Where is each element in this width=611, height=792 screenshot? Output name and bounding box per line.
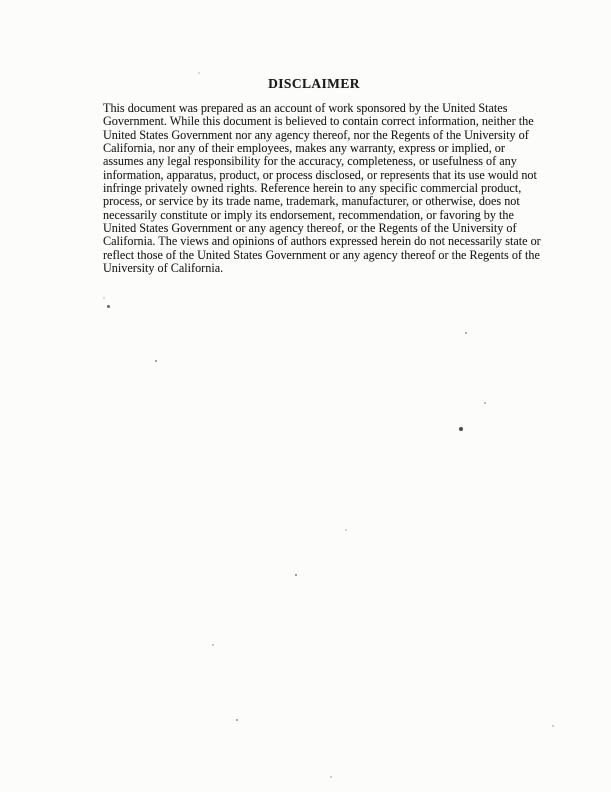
paragraph-line: reflect those of the United States Government or any agency thereof or the Regents of the [103,247,540,262]
scan-speck [465,332,467,334]
scan-speck [103,297,105,299]
disclaimer-title: DISCLAIMER [268,76,360,91]
paragraph-line: necessarily constitute or imply its endorsement, recommendation, or favoring by the [103,207,514,222]
scan-speck [236,719,238,721]
paragraph-line: University of California. [103,261,224,276]
scan-speck [459,427,463,431]
paragraph-line: United States Government or any agency thereof, or the Regents of the University of [103,221,517,236]
disclaimer-paragraph [103,102,543,275]
scan-speck [345,529,347,531]
scan-speck [107,305,110,308]
scan-speck [212,644,214,646]
paragraph-line: United States Government nor any agency thereof, nor the Regents of the University of [103,127,529,142]
paragraph-line: assumes any legal responsibility for the accuracy, completeness, or usefulness of any [103,154,517,169]
paragraph-line: California, nor any of their employees, makes any warranty, express or implied, or [103,141,505,156]
paragraph-line: infringe privately owned rights. Reference herein to any specific commercial product, [103,181,522,196]
scan-speck [330,776,332,778]
paragraph-line: This document was prepared as an account of work sponsored by the United States [103,101,508,115]
scan-speck [198,72,200,74]
scan-speck [484,402,486,404]
scan-speck [552,725,554,727]
paragraph-line: process, or service by its trade name, trademark, manufacturer, or otherwise, does not [103,194,520,209]
paragraph-line: Government. While this document is believed to contain correct information, neither the [103,114,534,129]
paragraph-line: information, apparatus, product, or process disclosed, or represents that its use would not [103,167,537,182]
paragraph-line: California. The views and opinions of authors expressed herein do not necessarily state or [103,234,541,249]
scan-speck [155,360,157,362]
scan-speck [295,574,297,576]
